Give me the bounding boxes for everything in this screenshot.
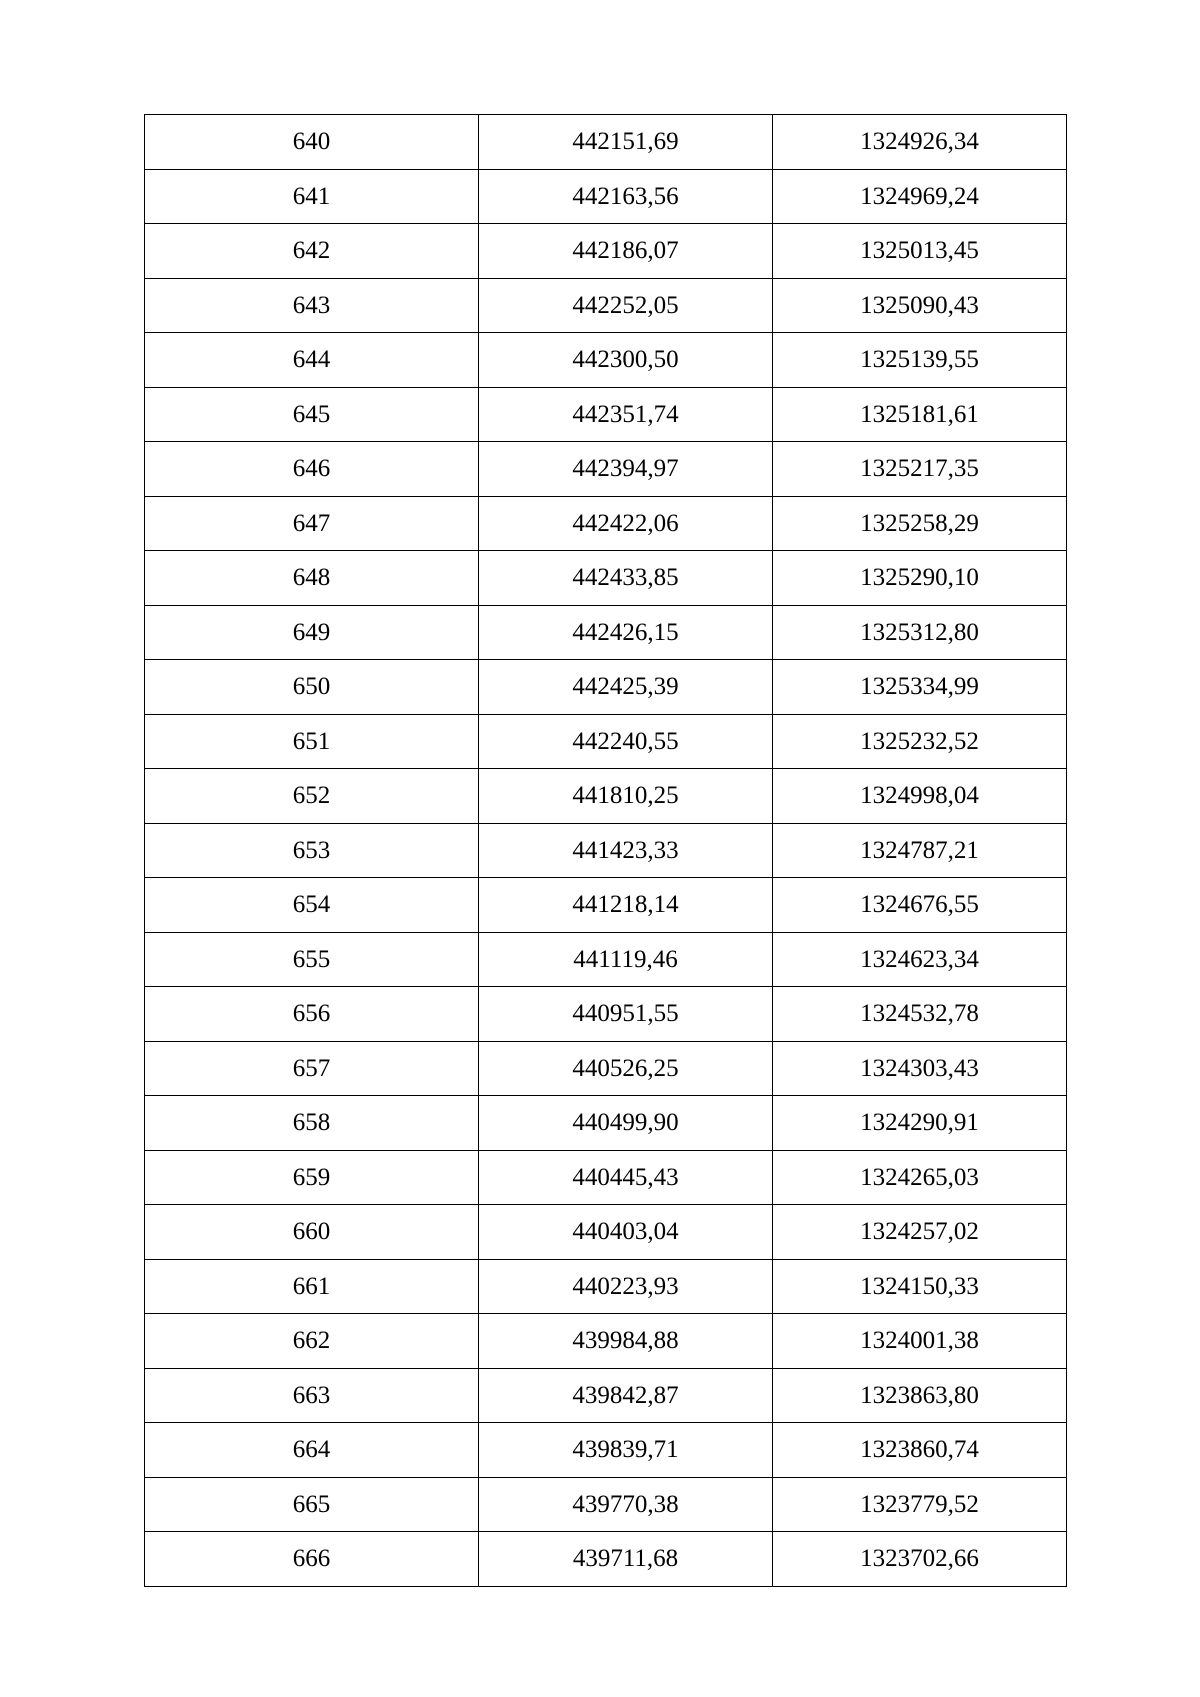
y-coordinate-cell: 1323779,52	[773, 1477, 1067, 1532]
y-coordinate-cell: 1325013,45	[773, 224, 1067, 279]
y-coordinate-cell: 1325312,80	[773, 605, 1067, 660]
table-row	[145, 1259, 1067, 1314]
y-coordinate-cell: 1324998,04	[773, 769, 1067, 824]
point-number-cell: 666	[145, 1532, 479, 1587]
x-coordinate-cell: 440403,04	[479, 1205, 773, 1260]
point-number-cell: 643	[145, 278, 479, 333]
x-coordinate-cell: 442151,69	[479, 115, 773, 170]
y-coordinate-cell: 1324001,38	[773, 1314, 1067, 1369]
point-number-cell: 644	[145, 333, 479, 388]
point-number-cell: 640	[145, 115, 479, 170]
table-row	[145, 987, 1067, 1042]
y-coordinate-cell: 1325290,10	[773, 551, 1067, 606]
point-number-cell: 651	[145, 714, 479, 769]
table-row	[145, 823, 1067, 878]
x-coordinate-cell: 442426,15	[479, 605, 773, 660]
point-number-cell: 656	[145, 987, 479, 1042]
table-row	[145, 333, 1067, 388]
y-coordinate-cell: 1325139,55	[773, 333, 1067, 388]
table-row	[145, 1314, 1067, 1369]
point-number-cell: 647	[145, 496, 479, 551]
table-row	[145, 1041, 1067, 1096]
y-coordinate-cell: 1325181,61	[773, 387, 1067, 442]
x-coordinate-cell: 442163,56	[479, 169, 773, 224]
point-number-cell: 648	[145, 551, 479, 606]
x-coordinate-cell: 442300,50	[479, 333, 773, 388]
y-coordinate-cell: 1324257,02	[773, 1205, 1067, 1260]
table-row	[145, 878, 1067, 933]
y-coordinate-cell: 1324926,34	[773, 115, 1067, 170]
x-coordinate-cell: 439839,71	[479, 1423, 773, 1478]
point-number-cell: 645	[145, 387, 479, 442]
point-number-cell: 657	[145, 1041, 479, 1096]
point-number-cell: 664	[145, 1423, 479, 1478]
x-coordinate-cell: 442394,97	[479, 442, 773, 497]
coordinates-table	[144, 114, 1067, 1587]
x-coordinate-cell: 442425,39	[479, 660, 773, 715]
point-number-cell: 649	[145, 605, 479, 660]
point-number-cell: 642	[145, 224, 479, 279]
y-coordinate-cell: 1324532,78	[773, 987, 1067, 1042]
table-row	[145, 169, 1067, 224]
y-coordinate-cell: 1325232,52	[773, 714, 1067, 769]
x-coordinate-cell: 440223,93	[479, 1259, 773, 1314]
coordinates-table-body	[145, 115, 1067, 1587]
table-row	[145, 442, 1067, 497]
x-coordinate-cell: 442433,85	[479, 551, 773, 606]
table-row	[145, 551, 1067, 606]
point-number-cell: 652	[145, 769, 479, 824]
point-number-cell: 655	[145, 932, 479, 987]
x-coordinate-cell: 439984,88	[479, 1314, 773, 1369]
y-coordinate-cell: 1323860,74	[773, 1423, 1067, 1478]
table-row	[145, 1423, 1067, 1478]
y-coordinate-cell: 1324150,33	[773, 1259, 1067, 1314]
y-coordinate-cell: 1324787,21	[773, 823, 1067, 878]
table-row	[145, 1205, 1067, 1260]
table-row	[145, 605, 1067, 660]
x-coordinate-cell: 440526,25	[479, 1041, 773, 1096]
point-number-cell: 658	[145, 1096, 479, 1151]
table-row	[145, 387, 1067, 442]
y-coordinate-cell: 1325217,35	[773, 442, 1067, 497]
point-number-cell: 659	[145, 1150, 479, 1205]
table-row	[145, 714, 1067, 769]
x-coordinate-cell: 442351,74	[479, 387, 773, 442]
x-coordinate-cell: 441423,33	[479, 823, 773, 878]
table-row	[145, 1532, 1067, 1587]
point-number-cell: 654	[145, 878, 479, 933]
table-row	[145, 1368, 1067, 1423]
table-row	[145, 1150, 1067, 1205]
x-coordinate-cell: 441810,25	[479, 769, 773, 824]
y-coordinate-cell: 1323863,80	[773, 1368, 1067, 1423]
y-coordinate-cell: 1324676,55	[773, 878, 1067, 933]
point-number-cell: 653	[145, 823, 479, 878]
table-row	[145, 932, 1067, 987]
x-coordinate-cell: 440445,43	[479, 1150, 773, 1205]
y-coordinate-cell: 1324265,03	[773, 1150, 1067, 1205]
point-number-cell: 663	[145, 1368, 479, 1423]
x-coordinate-cell: 442422,06	[479, 496, 773, 551]
point-number-cell: 665	[145, 1477, 479, 1532]
x-coordinate-cell: 439711,68	[479, 1532, 773, 1587]
y-coordinate-cell: 1325334,99	[773, 660, 1067, 715]
x-coordinate-cell: 439842,87	[479, 1368, 773, 1423]
point-number-cell: 650	[145, 660, 479, 715]
point-number-cell: 661	[145, 1259, 479, 1314]
y-coordinate-cell: 1325258,29	[773, 496, 1067, 551]
y-coordinate-cell: 1324303,43	[773, 1041, 1067, 1096]
point-number-cell: 660	[145, 1205, 479, 1260]
table-row	[145, 496, 1067, 551]
table-row	[145, 1477, 1067, 1532]
y-coordinate-cell: 1324623,34	[773, 932, 1067, 987]
x-coordinate-cell: 442240,55	[479, 714, 773, 769]
y-coordinate-cell: 1325090,43	[773, 278, 1067, 333]
table-row	[145, 224, 1067, 279]
point-number-cell: 641	[145, 169, 479, 224]
x-coordinate-cell: 441218,14	[479, 878, 773, 933]
point-number-cell: 662	[145, 1314, 479, 1369]
x-coordinate-cell: 442252,05	[479, 278, 773, 333]
table-row	[145, 278, 1067, 333]
y-coordinate-cell: 1324290,91	[773, 1096, 1067, 1151]
x-coordinate-cell: 441119,46	[479, 932, 773, 987]
x-coordinate-cell: 440499,90	[479, 1096, 773, 1151]
table-row	[145, 1096, 1067, 1151]
x-coordinate-cell: 442186,07	[479, 224, 773, 279]
y-coordinate-cell: 1324969,24	[773, 169, 1067, 224]
table-row	[145, 115, 1067, 170]
table-row	[145, 660, 1067, 715]
x-coordinate-cell: 439770,38	[479, 1477, 773, 1532]
table-row	[145, 769, 1067, 824]
y-coordinate-cell: 1323702,66	[773, 1532, 1067, 1587]
point-number-cell: 646	[145, 442, 479, 497]
x-coordinate-cell: 440951,55	[479, 987, 773, 1042]
